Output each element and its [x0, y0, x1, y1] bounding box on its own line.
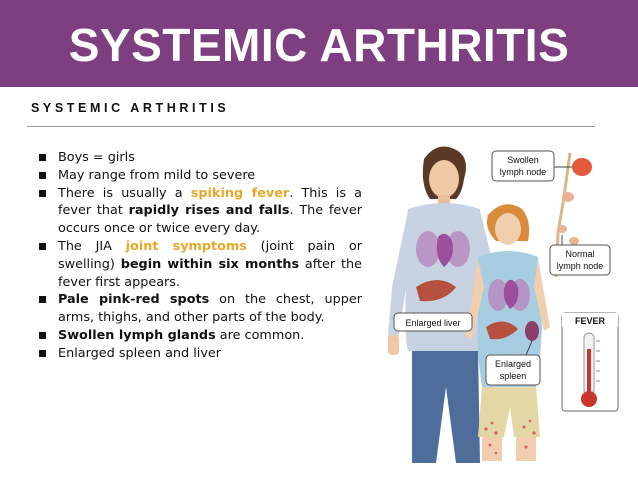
svg-text:spleen: spleen — [499, 371, 527, 381]
svg-text:Normal: Normal — [565, 249, 595, 259]
svg-text:Swollen: Swollen — [507, 155, 539, 165]
list-item: Pale pink-red spots on the chest, upper arms, thighs, and other parts of the body. — [38, 291, 362, 327]
highlight-text: spiking fever — [190, 185, 290, 201]
square-bullet-icon — [39, 296, 46, 303]
page-title: SYSTEMIC ARTHRITIS — [68, 19, 570, 71]
square-bullet-icon — [39, 172, 46, 179]
svg-text:FEVER: FEVER — [574, 316, 606, 326]
label-swollen-lymph-node — [492, 151, 572, 181]
label-enlarged-liver — [394, 313, 472, 331]
square-bullet-icon — [39, 350, 46, 357]
highlight-text: joint symptoms — [125, 238, 247, 254]
medical-illustration — [386, 137, 626, 465]
list-item: Boys = girls — [38, 149, 362, 167]
bold-text: rapidly rises and falls — [128, 203, 290, 219]
square-bullet-icon — [39, 243, 46, 250]
svg-text:lymph node: lymph node — [556, 261, 604, 271]
list-item: The JIA joint symptoms (joint pain or swelling) begin within six months after the fever first appears. — [38, 238, 362, 291]
list-item: There is usually a spiking fever. This is a fever that rapidly rises and falls. The fever occurs once or twice every day. — [38, 185, 362, 238]
illustration-svg — [386, 137, 626, 465]
svg-text:lymph node: lymph node — [499, 167, 547, 177]
section-subtitle: SYSTEMIC ARTHRITIS — [31, 101, 230, 115]
svg-text:Enlarged liver: Enlarged liver — [405, 318, 461, 328]
divider — [27, 126, 595, 127]
bold-text: Pale pink-red spots — [58, 292, 210, 308]
square-bullet-icon — [39, 332, 46, 339]
list-item: Enlarged spleen and liver — [38, 345, 362, 363]
bold-text: Swollen lymph glands — [58, 327, 216, 343]
list-item: Swollen lymph glands are common. — [38, 327, 362, 345]
symptom-list — [38, 149, 362, 363]
bold-text: begin within six months — [120, 256, 300, 272]
square-bullet-icon — [39, 154, 46, 161]
svg-text:Enlarged: Enlarged — [494, 359, 532, 369]
fever-thermometer — [562, 313, 618, 411]
square-bullet-icon — [39, 190, 46, 197]
list-item: May range from mild to severe — [38, 167, 362, 185]
